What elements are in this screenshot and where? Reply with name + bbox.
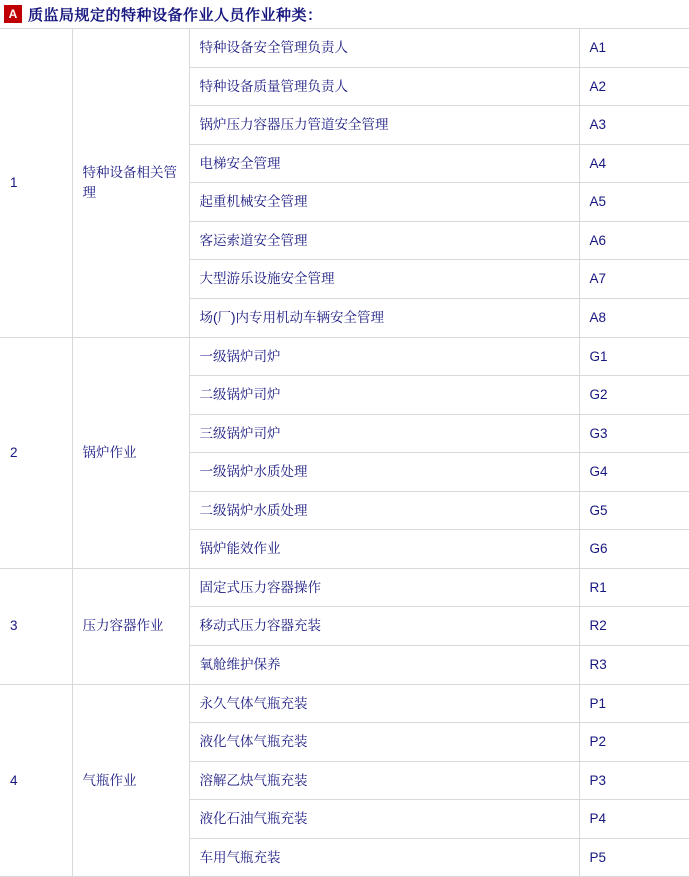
work-type-name: 永久气体气瓶充装 — [189, 684, 579, 723]
work-type-name: 一级锅炉水质处理 — [189, 453, 579, 492]
work-type-name: 车用气瓶充装 — [189, 838, 579, 877]
work-type-code: P4 — [579, 800, 689, 839]
section-title — [0, 0, 689, 28]
work-type-name: 锅炉压力容器压力管道安全管理 — [189, 106, 579, 145]
work-type-name: 客运索道安全管理 — [189, 221, 579, 260]
work-type-code: P2 — [579, 723, 689, 762]
category-name: 特种设备相关管理 — [72, 29, 189, 338]
work-type-code: G2 — [579, 376, 689, 415]
work-type-name: 二级锅炉司炉 — [189, 376, 579, 415]
work-type-name: 溶解乙炔气瓶充装 — [189, 761, 579, 800]
work-type-code: R3 — [579, 646, 689, 685]
row-number: 1 — [0, 29, 72, 338]
work-type-code: R1 — [579, 568, 689, 607]
table-body — [0, 29, 689, 877]
work-type-name: 液化气体气瓶充装 — [189, 723, 579, 762]
table-row — [0, 568, 689, 607]
work-type-code: G1 — [579, 337, 689, 376]
work-type-name: 特种设备安全管理负责人 — [189, 29, 579, 68]
work-type-code: P5 — [579, 838, 689, 877]
work-type-name: 三级锅炉司炉 — [189, 414, 579, 453]
work-type-code: G3 — [579, 414, 689, 453]
work-type-code: A8 — [579, 298, 689, 337]
work-type-name: 一级锅炉司炉 — [189, 337, 579, 376]
work-type-name: 固定式压力容器操作 — [189, 568, 579, 607]
work-type-code: A5 — [579, 183, 689, 222]
work-type-code: G4 — [579, 453, 689, 492]
table-row — [0, 684, 689, 723]
work-type-code: A6 — [579, 221, 689, 260]
work-type-name: 电梯安全管理 — [189, 144, 579, 183]
work-type-code: G5 — [579, 491, 689, 530]
work-type-code: A2 — [579, 67, 689, 106]
work-type-name: 特种设备质量管理负责人 — [189, 67, 579, 106]
table-row — [0, 337, 689, 376]
work-type-name: 场(厂)内专用机动车辆安全管理 — [189, 298, 579, 337]
page-title: 质监局规定的特种设备作业人员作业种类： — [28, 6, 323, 24]
category-name: 气瓶作业 — [72, 684, 189, 877]
work-type-code: A3 — [579, 106, 689, 145]
category-name: 锅炉作业 — [72, 337, 189, 568]
row-number: 3 — [0, 568, 72, 684]
row-number: 4 — [0, 684, 72, 877]
work-type-name: 移动式压力容器充装 — [189, 607, 579, 646]
special-equipment-table — [0, 28, 689, 877]
work-type-code: G6 — [579, 530, 689, 569]
work-type-name: 二级锅炉水质处理 — [189, 491, 579, 530]
work-type-name: 氧舱维护保养 — [189, 646, 579, 685]
work-type-code: P3 — [579, 761, 689, 800]
work-type-code: P1 — [579, 684, 689, 723]
row-number: 2 — [0, 337, 72, 568]
category-name: 压力容器作业 — [72, 568, 189, 684]
section-badge: A — [4, 5, 22, 23]
work-type-name: 大型游乐设施安全管理 — [189, 260, 579, 299]
work-type-name: 起重机械安全管理 — [189, 183, 579, 222]
work-type-name: 锅炉能效作业 — [189, 530, 579, 569]
work-type-name: 液化石油气瓶充装 — [189, 800, 579, 839]
work-type-code: R2 — [579, 607, 689, 646]
table-row — [0, 29, 689, 68]
work-type-code: A7 — [579, 260, 689, 299]
work-type-code: A1 — [579, 29, 689, 68]
work-type-code: A4 — [579, 144, 689, 183]
